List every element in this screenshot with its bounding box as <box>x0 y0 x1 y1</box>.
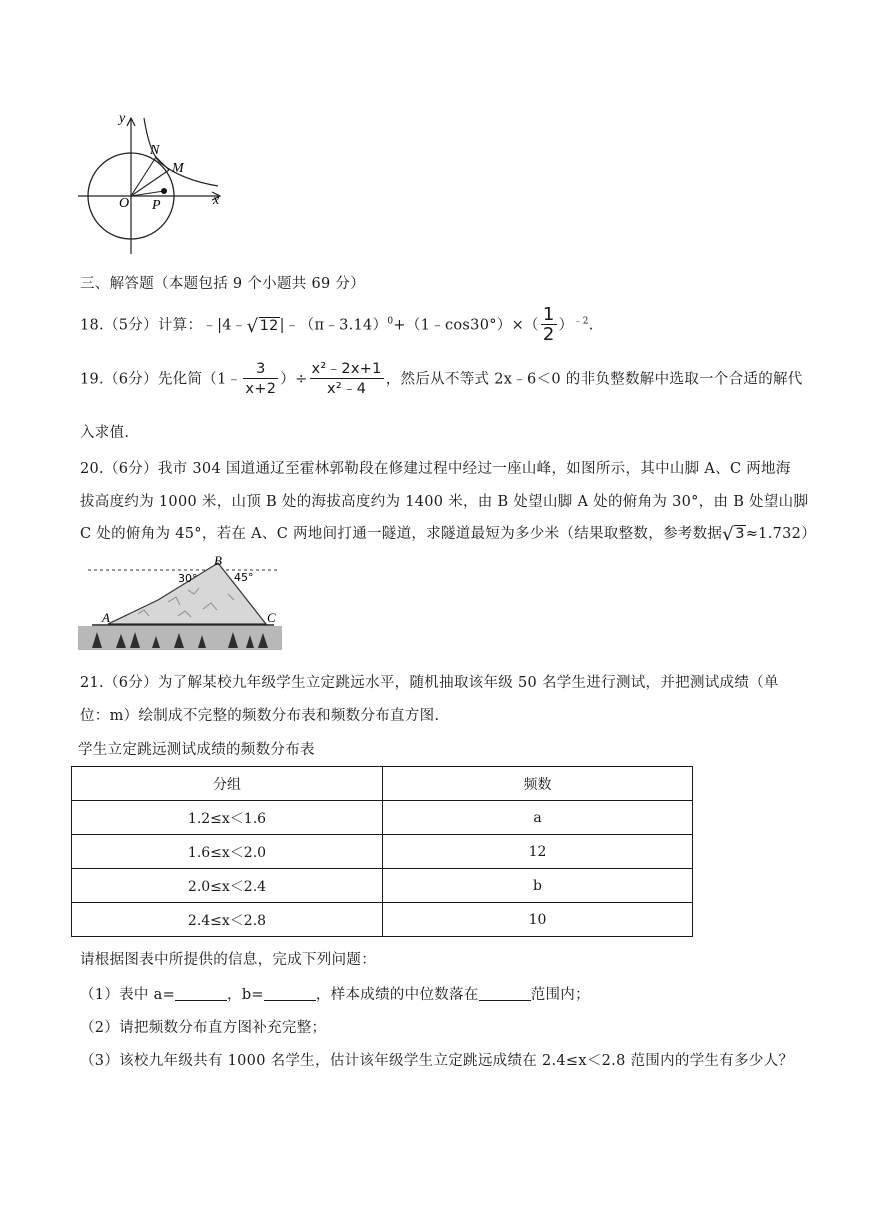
q19-prefix: 19.（6分）先化简（1﹣ <box>80 371 242 388</box>
question-18 <box>80 306 594 345</box>
q18-radicand: 12 <box>259 317 279 334</box>
question-20-line2: 拔高度约为 1000 米，山顶 B 处的海拔高度约为 1400 米，由 B 处望山脚 A 处的俯角为 30°，由 B 处望山脚 <box>80 494 809 510</box>
q19-f2-den: x²﹣4 <box>326 381 367 397</box>
sub1-part-c: ，样本成绩的中位数落在 <box>315 987 479 1003</box>
mountain-figure <box>78 554 282 650</box>
sqrt-12: √ 12 <box>246 315 279 337</box>
table-header-row <box>72 767 693 801</box>
question-20-line1: 20.（6分）我市 304 国道通辽至霍林郭勒段在修建过程中经过一座山峰，如图所示，其中山脚 A、C 两地海 <box>80 461 791 477</box>
label-c: C <box>267 610 276 625</box>
q18-frac-num: 1 <box>542 304 555 325</box>
fraction-3-over-x-plus-2 <box>243 360 278 399</box>
answer-blank-a[interactable] <box>175 986 227 1001</box>
sub1-part-a: （1）表中 a= <box>80 987 176 1003</box>
fraction-half <box>541 306 557 345</box>
angle-45: 45° <box>234 571 254 584</box>
table-row <box>72 801 693 835</box>
label-b: B <box>214 554 222 568</box>
question-21-sub1 <box>80 983 590 1004</box>
q20-radicand: 3 <box>735 526 745 542</box>
label-p: P <box>152 198 161 213</box>
question-21-line1: 21.（6分）为了解某校九年级学生立定跳远水平，随机抽取该年级 50 名学生进行测试，并把测试成绩（单 <box>80 675 779 691</box>
label-y: y <box>119 111 126 126</box>
q19-f1-num: 3 <box>243 360 278 379</box>
label-o: O <box>119 196 130 211</box>
table-cell: a <box>383 801 693 835</box>
q18-middle: |﹣（π﹣3.14） <box>279 317 388 334</box>
question-20-line3 <box>80 522 816 543</box>
q18-end: . <box>588 317 594 334</box>
table-header-cell: 分组 <box>72 767 383 801</box>
table-title: 学生立定跳远测试成绩的频数分布表 <box>78 742 315 758</box>
answer-blank-median[interactable] <box>479 986 531 1001</box>
question-21-prompt: 请根据图表中所提供的信息，完成下列问题： <box>80 952 376 968</box>
q19-f1-den: x+2 <box>245 381 277 397</box>
table-cell: 1.2≤x＜1.6 <box>72 801 383 835</box>
q18-frac-den: 2 <box>542 324 555 345</box>
circle-hyperbola-figure <box>72 108 232 258</box>
table-header-cell: 频数 <box>383 767 693 801</box>
label-a: A <box>102 610 110 625</box>
answer-blank-b[interactable] <box>264 986 316 1001</box>
sqrt-3: √ 3 <box>722 524 745 545</box>
table-cell: 1.6≤x＜2.0 <box>72 835 383 869</box>
question-19 <box>80 360 803 399</box>
section-heading: 三、解答题（本题包括 9 个小题共 69 分） <box>80 276 366 292</box>
q19-mid: ）÷ <box>280 371 308 388</box>
label-m: M <box>172 161 184 176</box>
question-21-sub2: （2）请把频数分布直方图补充完整； <box>80 1020 327 1036</box>
sub1-part-d: 范围内； <box>530 987 590 1003</box>
fraction-polynomial <box>310 360 384 399</box>
table-cell: 2.0≤x＜2.4 <box>72 869 383 903</box>
sub1-part-b: ，b= <box>227 987 264 1003</box>
q18-close: ） <box>558 317 574 334</box>
table-cell: b <box>383 869 693 903</box>
q18-exponent-0: 0 <box>387 316 394 327</box>
q19-f2-num: x²﹣2x+1 <box>311 361 382 377</box>
frequency-table <box>71 766 693 937</box>
table-row <box>72 869 693 903</box>
table-cell: 12 <box>383 835 693 869</box>
q18-prefix: 18.（5分）计算：﹣|4﹣ <box>80 317 247 334</box>
label-x: x <box>213 193 220 208</box>
table-cell: 2.4≤x＜2.8 <box>72 903 383 937</box>
q18-exponent-neg2: ﹣2 <box>573 316 589 327</box>
angle-30: 30° <box>178 572 198 585</box>
table-row <box>72 903 693 937</box>
question-21-sub3: （3）该校九年级共有 1000 名学生，估计该年级学生立定跳远成绩在 2.4≤x＜2.8 范围内的学生有多少人？ <box>80 1053 794 1069</box>
q20-line3-b: ≈1.732） <box>745 526 816 542</box>
q18-middle2: +（1﹣cos30°）×（ <box>393 317 539 334</box>
q19-suffix: ，然后从不等式 2x﹣6＜0 的非负整数解中选取一个合适的解代 <box>385 371 803 388</box>
table-row <box>72 835 693 869</box>
label-n: N <box>150 143 160 158</box>
question-19-line2: 入求值. <box>80 425 130 441</box>
question-21-line2: 位：m）绘制成不完整的频数分布表和频数分布直方图. <box>80 708 440 724</box>
table-cell: 10 <box>383 903 693 937</box>
q20-line3-a: C 处的俯角为 45°，若在 A、C 两地间打通一隧道，求隧道最短为多少米（结果取整数，参考数据 <box>80 526 723 542</box>
